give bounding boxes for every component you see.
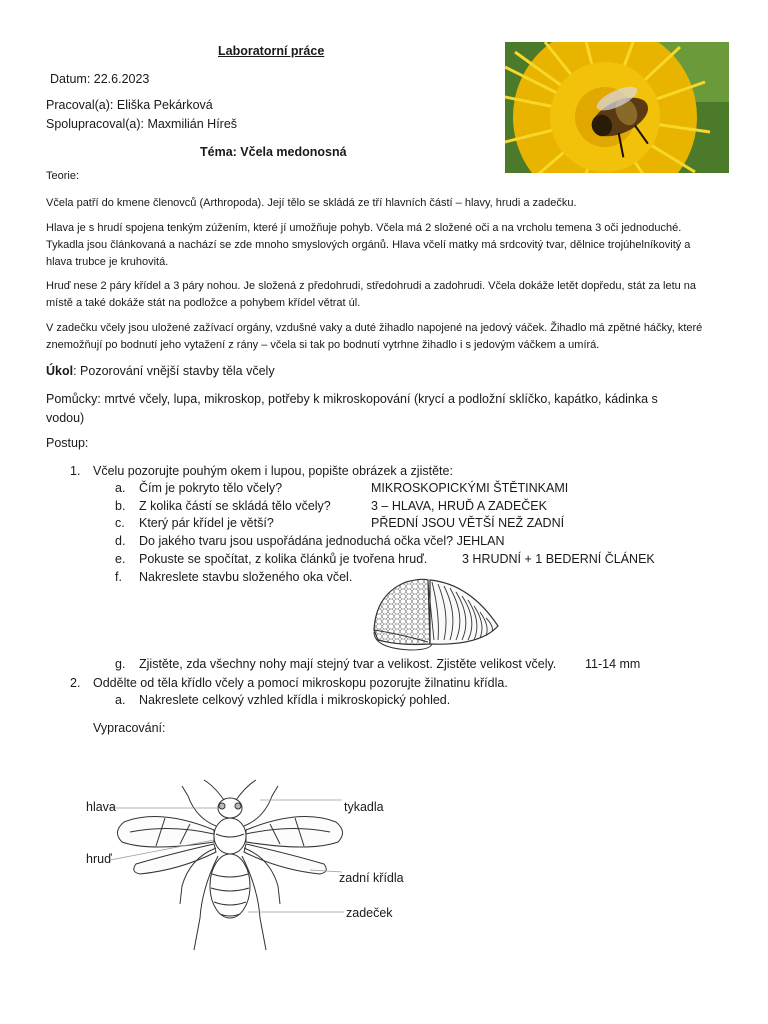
sub-a-answer: MIKROSKOPICKÝMI ŠTĚTINKAMI — [371, 481, 569, 495]
document-title: Laboratorní práce — [218, 44, 325, 58]
sub-b-answer: 3 – HLAVA, HRUĎ A ZADEČEK — [371, 499, 547, 513]
sub-a-letter: a. — [115, 481, 126, 495]
bee-photo — [505, 42, 729, 173]
label-abdomen: zadeček — [346, 906, 393, 920]
theory-paragraph-3: Hruď nese 2 páry křídel a 3 páry nohou. Je složená z předohrudi, středohrudi a zadohrudi. Včela dokáže letět dopředu, stát za letu na místě a také dokáže stát na podložce a pohybem křídel větrat úl. — [46, 280, 697, 309]
sub-e-letter: e. — [115, 552, 126, 566]
label-hind-wings: zadní křídla — [339, 871, 404, 885]
step-1-text: Včelu pozorujte pouhým okem i lupou, popište obrázek a zjistěte: — [93, 464, 453, 478]
step-2a-text: Nakreslete celkový vzhled křídla i mikroskopický pohled. — [139, 693, 451, 707]
sub-e-answer: 3 HRUDNÍ + 1 BEDERNÍ ČLÁNEK — [462, 552, 655, 566]
step-2-text: Oddělte od těla křídlo včely a pomocí mikroskopu pozorujte žilnatinu křídla. — [93, 676, 508, 690]
sub-f-letter: f. — [115, 570, 122, 584]
sub-f-question: Nakreslete stavbu složeného oka včel. — [139, 570, 353, 584]
sub-b-question: Z kolika částí se skládá tělo včely? — [139, 499, 331, 513]
work-label: Vypracování: — [93, 721, 166, 735]
date: Datum: 22.6.2023 — [50, 72, 150, 86]
sub-d-question: Do jakého tvaru jsou uspořádána jednoduchá očka včel? JEHLAN — [139, 534, 505, 548]
step-2-number: 2. — [70, 676, 81, 690]
task-text: : Pozorování vnější stavby těla včely — [73, 364, 275, 378]
task-label: Úkol — [46, 364, 74, 378]
sub-c-question: Který pár křídel je větší? — [139, 516, 274, 530]
step-2a-letter: a. — [115, 693, 126, 707]
compound-eye-drawing — [370, 574, 504, 654]
sub-g-answer: 11-14 mm — [585, 657, 641, 671]
sub-g-letter: g. — [115, 657, 126, 671]
sub-c-answer: PŘEDNÍ JSOU VĚTŠÍ NEŽ ZADNÍ — [371, 516, 565, 530]
task-line — [46, 364, 275, 378]
sub-e-question: Pokuste se spočítat, z kolika článků je tvořena hruď. — [139, 552, 428, 566]
topic: Téma: Včela medonosná — [200, 145, 347, 159]
theory-paragraph-2: Hlava je s hrudí spojena tenkým zúžením, které jí umožňuje pohyb. Včela má 2 složené oči a na vrcholu temena 3 oči jednoduché. Tykadla jsou článkovaná a nachází se zde mnoho smyslových orgánů. Hlava včelí matky má srdcovitý tvar, dělnice trojúhelníkovitý a hlava trubce je kruhovitá. — [46, 222, 691, 268]
procedure-label: Postup: — [46, 436, 89, 450]
coauthor: Spolupracoval(a): Maxmilián Híreš — [46, 117, 238, 131]
label-antennae: tykadla — [344, 800, 384, 814]
sub-d-letter: d. — [115, 534, 126, 548]
theory-label: Teorie: — [46, 170, 80, 182]
bee-diagram — [110, 778, 350, 958]
theory-paragraph-4: V zadečku včely jsou uložené zažívací orgány, vzdušné vaky a duté žihadlo napojené na jedový váček. Žihadlo má zpětné háčky, které znemožňují po bodnutí jeho vytažení z rány – včela si tak po bodnutí vytrhne žihadlo i s jedovým váčkem a umírá. — [46, 322, 703, 351]
step-1-number: 1. — [70, 464, 81, 478]
sub-c-letter: c. — [115, 516, 125, 530]
theory-paragraph-1: Včela patří do kmene členovců (Arthropoda). Její tělo se skládá ze tří hlavních částí – hlavy, hrudi a zadečku. — [46, 197, 577, 209]
tools: Pomůcky: mrtvé včely, lupa, mikroskop, potřeby k mikroskopování (krycí a podložní sklíčko, kapátko, kádinka s vodou) — [46, 392, 658, 425]
sub-g-question: Zjistěte, zda všechny nohy mají stejný tvar a velikost. Zjistěte velikost včely. — [139, 657, 557, 671]
label-thorax: hruď — [86, 852, 112, 866]
sub-b-letter: b. — [115, 499, 126, 513]
label-head: hlava — [86, 800, 116, 814]
sub-a-question: Čím je pokryto tělo včely? — [139, 481, 283, 495]
author: Pracoval(a): Eliška Pekárková — [46, 98, 213, 112]
